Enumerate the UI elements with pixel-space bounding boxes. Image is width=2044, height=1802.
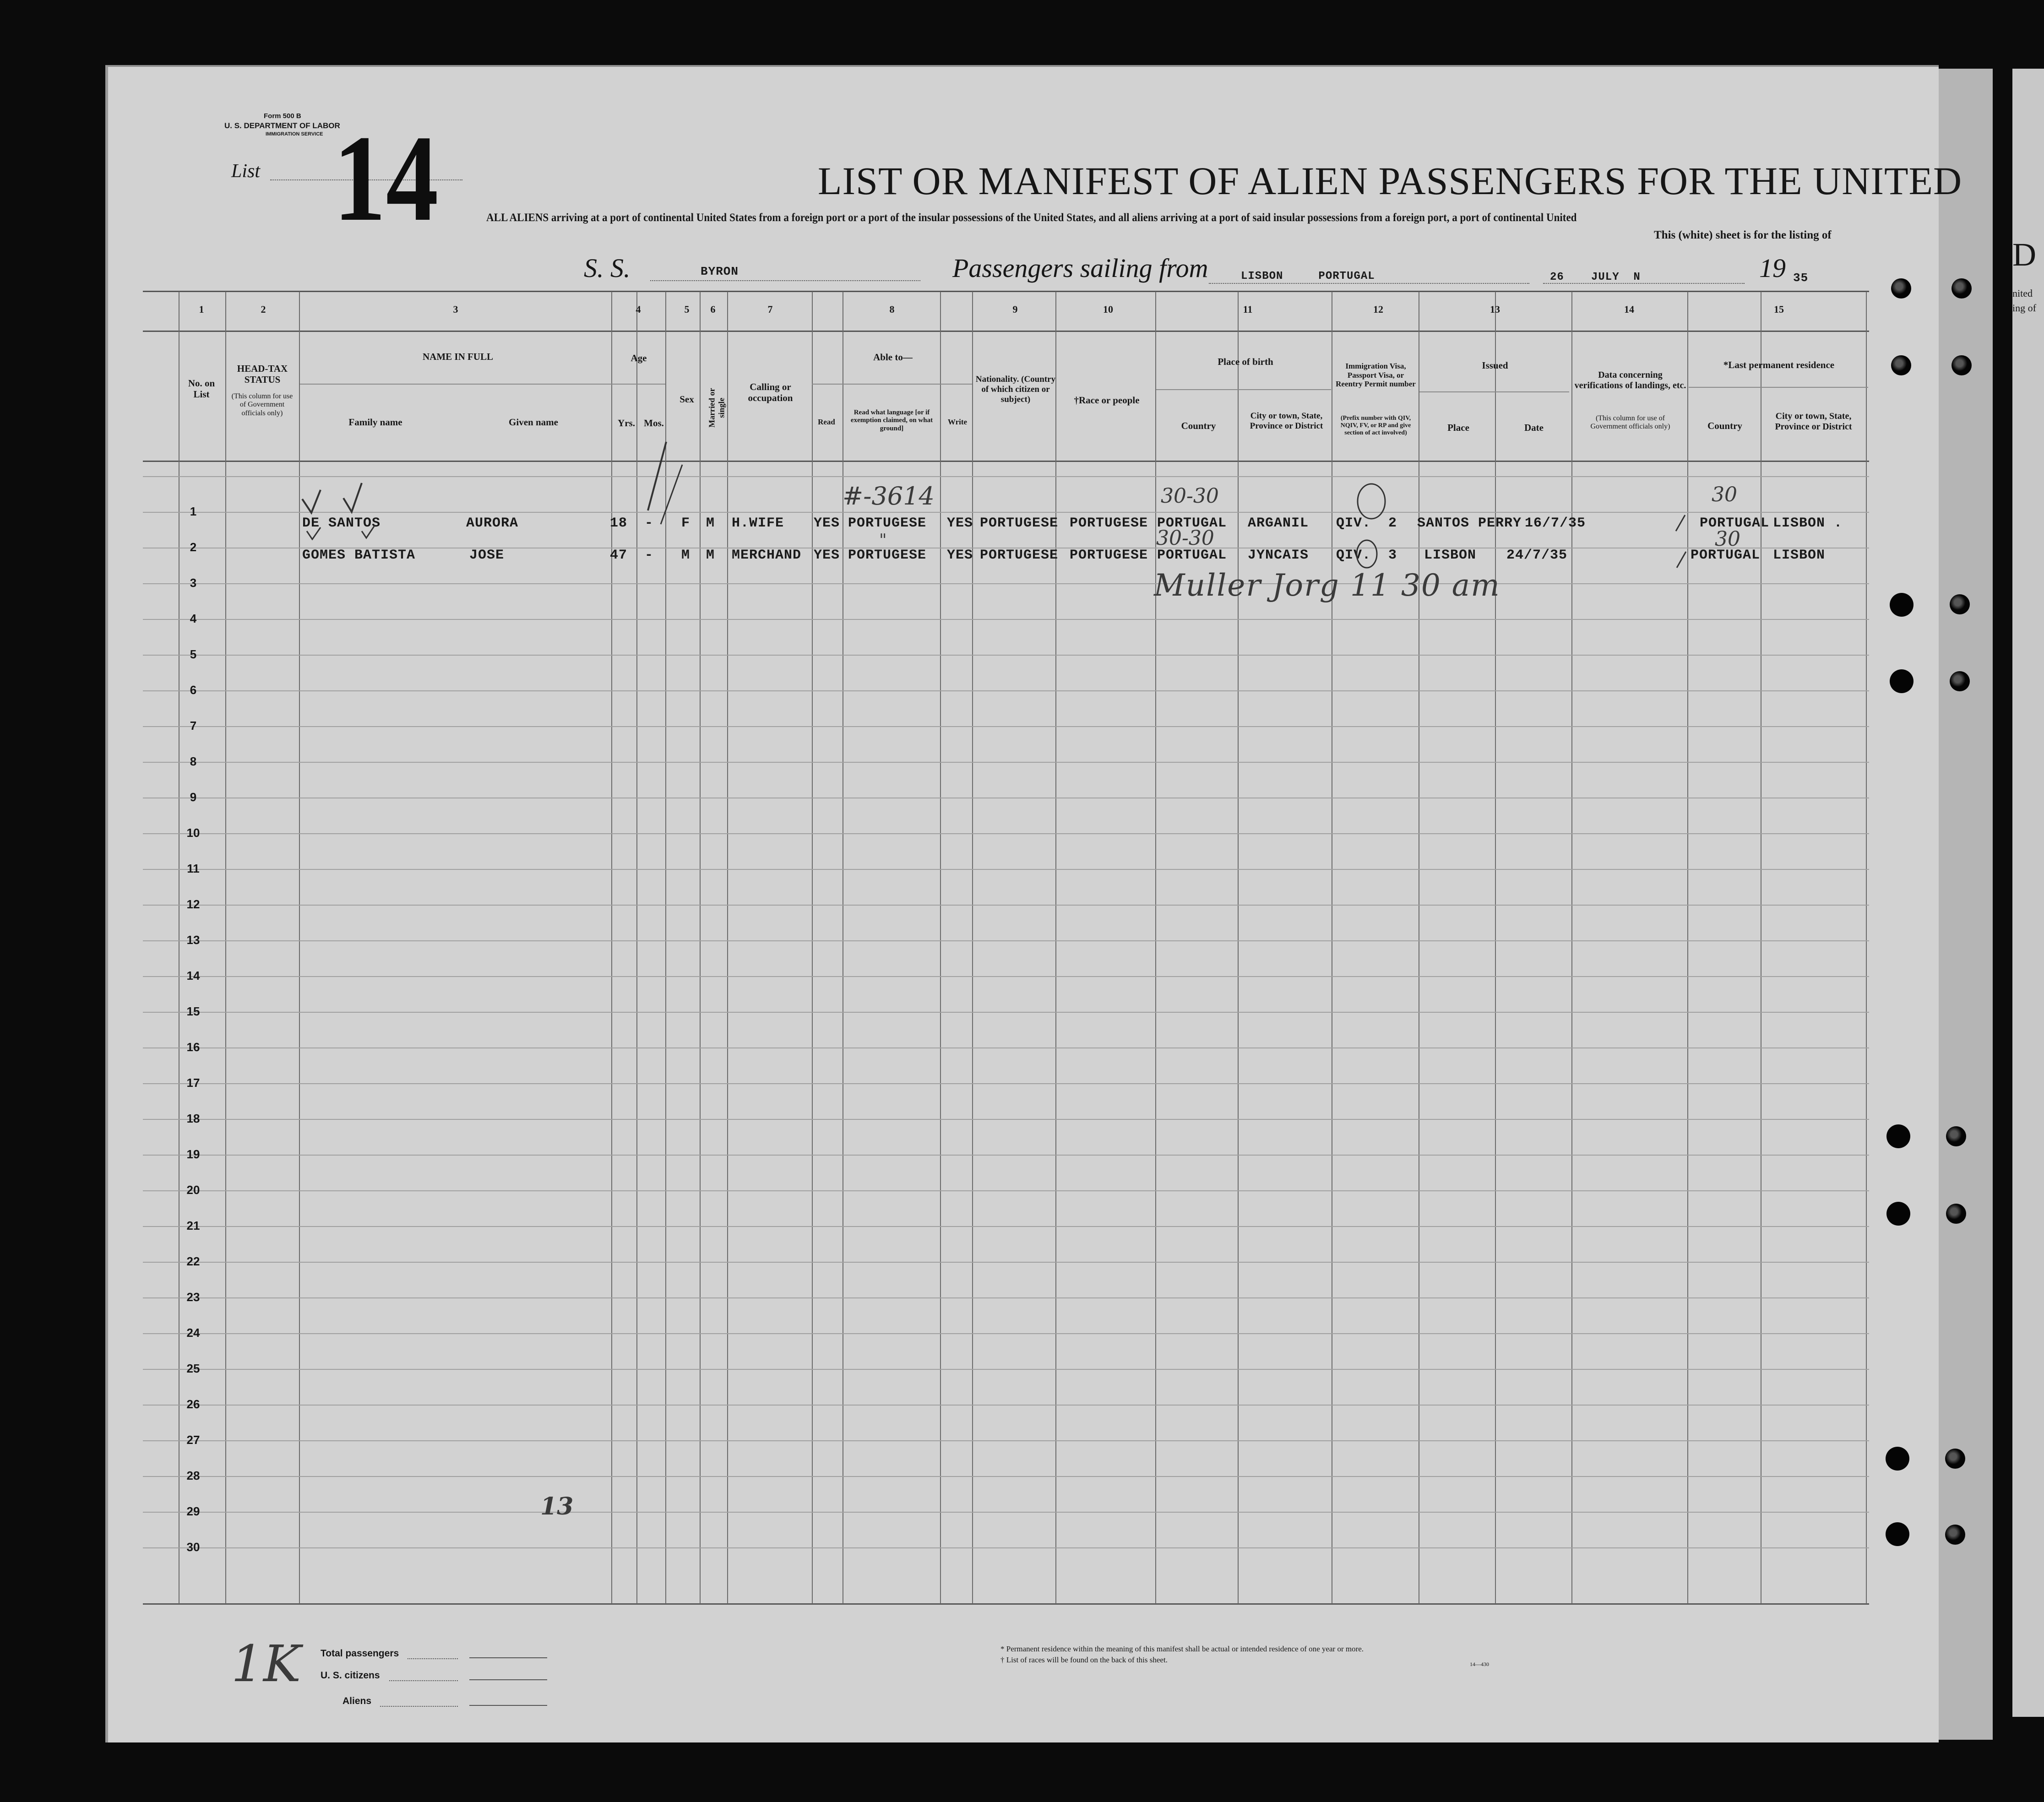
row-line (143, 1262, 1869, 1263)
given-name: JOSE (469, 548, 505, 563)
row-number: 5 (190, 647, 197, 661)
column-line (812, 292, 813, 1604)
sailing-from: LISBON PORTUGAL (1241, 270, 1375, 282)
row-number: 7 (190, 719, 197, 733)
binder-hole (1886, 1202, 1910, 1226)
footer-total-label: Total passengers (321, 1648, 399, 1659)
handwritten-birth-2: 30-30 (1156, 526, 1214, 550)
row-line (143, 762, 1869, 763)
row-number: 15 (186, 1004, 200, 1018)
row-line (143, 655, 1869, 656)
row-number: 12 (186, 897, 200, 911)
visa: QIV. 2 (1336, 516, 1397, 531)
row-line (143, 690, 1869, 691)
res-country: PORTUGAL (1691, 548, 1761, 563)
hdr-res-country: Country (1707, 420, 1742, 431)
handwritten-birth-1: 30-30 (1161, 484, 1219, 508)
read: YES (814, 548, 840, 563)
footer-citizens-line (469, 1679, 547, 1680)
hdr-mos: Mos. (644, 418, 664, 429)
header-bottom-border (143, 461, 1869, 462)
colnum-5: 5 (684, 304, 690, 315)
row-number: 29 (186, 1504, 200, 1518)
row-number: 27 (186, 1433, 200, 1447)
column-line (972, 292, 973, 1604)
handwritten-res-2: 30 (1715, 527, 1740, 551)
form-subtitle-2: This (white) sheet is for the listing of (1654, 229, 1832, 241)
colnum-6: 6 (710, 304, 716, 315)
day: 26 (1550, 271, 1564, 283)
birth-country: PORTUGAL (1157, 548, 1227, 563)
column-line (1055, 292, 1056, 1604)
binder-hole (1946, 1126, 1966, 1146)
colnum-15: 15 (1774, 304, 1784, 315)
row-line (143, 1440, 1869, 1441)
row-number: 1 (190, 505, 197, 518)
hdr-calling: Calling or occupation (748, 381, 793, 404)
row-line (143, 1547, 1869, 1548)
able-subline (812, 384, 972, 385)
binder-hole (1886, 1522, 1909, 1546)
handwritten-ditto: " (879, 531, 887, 550)
row-number: 2 (190, 540, 197, 554)
handwritten-margin-mark: 1K (231, 1634, 301, 1693)
form-number: Form 500 B (264, 112, 301, 120)
hdr-data-concerning: Data concerning verifications of landings, etc. (1574, 370, 1686, 391)
date-line (1543, 283, 1745, 284)
row-line (143, 905, 1869, 906)
residence-tick-marks (1667, 508, 1694, 572)
row-line (143, 583, 1869, 584)
row-line (143, 1369, 1869, 1370)
colnum-3: 3 (453, 304, 458, 315)
footer-aliens-label: Aliens (342, 1696, 372, 1706)
hdr-race: †Race or people (1074, 395, 1140, 406)
row-line (143, 869, 1869, 870)
check-marks (293, 467, 394, 540)
right-edge-sub2: ing of (2012, 302, 2036, 314)
column-line (1238, 292, 1239, 1604)
row-number: 18 (186, 1112, 200, 1125)
footer-code: 14—430 (1470, 1661, 1489, 1667)
row-number: 22 (186, 1254, 200, 1268)
row-number: 9 (190, 790, 197, 804)
res-city: LISBON . (1773, 516, 1843, 531)
family-name: DE SANTOS (302, 516, 381, 531)
row-number: 16 (186, 1040, 200, 1054)
write: YES (947, 516, 973, 531)
right-edge-title: D (2012, 236, 2036, 273)
age-slash-marks (639, 437, 685, 529)
row-number: 8 (190, 754, 197, 768)
visa-circle-marks (1351, 481, 1392, 572)
column-line (727, 292, 728, 1604)
birth-city: JYNCAIS (1248, 548, 1309, 563)
table-bottom-border (143, 1603, 1869, 1605)
hdr-last-residence: *Last permanent residence (1723, 359, 1835, 370)
write: YES (947, 548, 973, 563)
binder-hole (1952, 278, 1972, 299)
hdr-nationality: Nationality. (Country of which citizen or subject) (975, 375, 1056, 404)
footer-aliens-line (469, 1705, 547, 1706)
binder-hole (1952, 355, 1972, 375)
colnum-13: 13 (1490, 304, 1500, 315)
colnum-10: 10 (1103, 304, 1113, 315)
residence-subline (1689, 387, 1868, 388)
footer-note-2: † List of races will be found on the back of this sheet. (1000, 1655, 1168, 1664)
column-line (611, 292, 612, 1604)
row-number: 14 (186, 969, 200, 982)
column-line (1866, 292, 1867, 1604)
column-line (225, 292, 226, 1604)
hdr-issued: Issued (1482, 360, 1508, 371)
row-line (143, 512, 1869, 513)
row-line (143, 1297, 1869, 1298)
list-number: 14 (333, 110, 439, 247)
birth-city: ARGANIL (1248, 516, 1309, 531)
hdr-res-city: City or town, State, Province or District (1775, 411, 1852, 432)
row-line (143, 1333, 1869, 1334)
sex: M (681, 548, 690, 563)
row-number: 3 (190, 576, 197, 590)
row-line (143, 833, 1869, 834)
family-name: GOMES BATISTA (302, 548, 416, 563)
nationality: PORTUGESE (980, 548, 1059, 563)
sex: F (681, 516, 690, 531)
row-line (143, 940, 1869, 941)
form-title: LIST OR MANIFEST OF ALIEN PASSENGERS FOR THE UNITED (818, 159, 1962, 203)
hdr-birth-city: City or town, State, Province or District (1250, 411, 1323, 431)
adjacent-page-edge (1936, 69, 1993, 1740)
row-line (143, 1226, 1869, 1227)
month: JULY N (1591, 271, 1641, 283)
row-line (143, 1155, 1869, 1156)
birth-country: PORTUGAL (1157, 516, 1227, 531)
hdr-given-name: Given name (509, 417, 558, 428)
age-years: 18 (610, 516, 628, 531)
issued-place: LISBON (1424, 548, 1477, 563)
row-number: 10 (186, 826, 200, 840)
column-line (1687, 292, 1688, 1604)
column-line (1571, 292, 1572, 1604)
footer-citizens-dots (389, 1680, 458, 1681)
colnum-1: 1 (199, 304, 204, 315)
hdr-birth-country: Country (1181, 420, 1216, 431)
row-line (143, 619, 1869, 620)
colnum-11: 11 (1243, 304, 1253, 315)
race: PORTUGESE (1070, 516, 1148, 531)
row-number: 25 (186, 1362, 200, 1375)
issued-place: SANTOS PERRY (1417, 516, 1522, 531)
binder-hole (1890, 593, 1914, 617)
hdr-head-tax: HEAD-TAX STATUS (237, 363, 288, 385)
hdr-read: Read (818, 418, 835, 426)
adjacent-page-right (2012, 69, 2044, 1717)
race: PORTUGESE (1070, 548, 1148, 563)
colnum-14: 14 (1624, 304, 1634, 315)
sailing-label: Passengers sailing from (952, 253, 1208, 283)
handwritten-row29-mark: 13 (540, 1493, 574, 1520)
row-line (143, 1405, 1869, 1406)
row-number: 21 (186, 1219, 200, 1232)
column-line (700, 292, 701, 1604)
row-line (143, 1512, 1869, 1513)
hdr-sex: Sex (680, 394, 694, 405)
visa: QIV. 3 (1336, 548, 1397, 563)
binder-hole (1946, 1204, 1966, 1224)
binder-hole (1886, 1447, 1909, 1471)
given-name: AURORA (466, 516, 519, 531)
hdr-place-of-birth: Place of birth (1218, 356, 1273, 367)
colnum-7: 7 (767, 304, 773, 315)
year-prefix: 19 (1759, 253, 1786, 283)
row-line (143, 476, 1869, 477)
colnum-8: 8 (889, 304, 895, 315)
hdr-name-in-full: NAME IN FULL (422, 351, 493, 362)
age-months: - (645, 516, 654, 531)
hdr-issued-date: Date (1524, 422, 1544, 433)
res-country: PORTUGAL (1700, 516, 1770, 531)
row-number: 17 (186, 1076, 200, 1090)
colnum-12: 12 (1373, 304, 1383, 315)
row-line (143, 1083, 1869, 1084)
hdr-issued-place: Place (1447, 422, 1469, 433)
column-line (636, 292, 637, 1604)
row-line (143, 1190, 1869, 1191)
binder-hole (1891, 278, 1911, 299)
issued-subline (1419, 391, 1569, 392)
handwritten-read-note: #-3614 (843, 482, 935, 510)
name-subline (300, 384, 611, 385)
language: PORTUGESE (848, 516, 927, 531)
port-line (1209, 283, 1529, 284)
row-number: 4 (190, 612, 197, 625)
binder-hole (1950, 594, 1970, 614)
footer-aliens-dots (380, 1706, 458, 1707)
hdr-visa: Immigration Visa, Passport Visa, or Reentry Permit number (1336, 362, 1416, 389)
row-line (143, 726, 1869, 727)
ship-line (650, 280, 920, 281)
row-line (143, 1476, 1869, 1477)
row-number: 30 (186, 1540, 200, 1554)
ship-name: BYRON (701, 265, 739, 278)
handwritten-res-1: 30 (1712, 483, 1737, 506)
colnum-9: 9 (1012, 304, 1018, 315)
colnum-border (143, 331, 1869, 332)
hdr-age: Age (631, 353, 647, 364)
binder-hole (1891, 355, 1911, 375)
table-top-border (143, 291, 1869, 292)
year-suffix: 35 (1793, 271, 1809, 285)
footer-note-1: * Permanent residence within the meaning of this manifest shall be actual or intended residence of one year or more. (1000, 1645, 1364, 1653)
hdr-visa-note: (Prefix number with QIV, NQIV, FV, or RP and give section of act involved) (1340, 415, 1411, 437)
row-number: 24 (186, 1326, 200, 1340)
hdr-write: Write (947, 418, 968, 426)
hdr-able-to: Able to— (873, 352, 913, 363)
column-line (1155, 292, 1156, 1604)
footer-total-line (469, 1657, 547, 1658)
row-line (143, 1012, 1869, 1013)
age-subline (611, 384, 665, 385)
list-label: List (231, 161, 261, 182)
column-line (940, 292, 941, 1604)
hdr-head-tax-note: (This column for use of Government officials only) (231, 392, 293, 417)
calling: H.WIFE (732, 516, 784, 531)
column-line (1495, 292, 1496, 1604)
hdr-family-name: Family name (348, 417, 402, 428)
binder-hole (1890, 669, 1914, 693)
hdr-read-language: Read what language [or if exemption claimed, on what ground] (850, 409, 933, 432)
row-number: 6 (190, 683, 197, 697)
married: M (706, 548, 715, 563)
colnum-4: 4 (636, 304, 641, 315)
ss-label: S. S. (584, 253, 631, 283)
issued-date: 24/7/35 (1506, 548, 1568, 563)
row-line (143, 976, 1869, 977)
binder-hole (1945, 1449, 1965, 1469)
nationality: PORTUGESE (980, 516, 1059, 531)
hdr-data-note: (This column for use of Government officials only) (1590, 414, 1670, 431)
language: PORTUGESE (848, 548, 927, 563)
row-number: 26 (186, 1397, 200, 1411)
age-years: 47 (610, 548, 628, 563)
right-edge-sub1: nited (2012, 288, 2033, 299)
row-line (143, 1119, 1869, 1120)
binder-hole (1945, 1525, 1965, 1545)
colnum-2: 2 (261, 304, 266, 315)
hdr-no-on-list: No. on List (188, 378, 215, 400)
row-number: 13 (186, 933, 200, 947)
age-months: - (645, 548, 654, 563)
service: IMMIGRATION SERVICE (266, 131, 323, 137)
birth-subline (1156, 389, 1331, 390)
hdr-married: Married or single (707, 388, 726, 428)
form-subtitle-1: ALL ALIENS arriving at a port of continental United States from a foreign port or a port of the insular possessions of the United States, and all aliens arriving at a port of said insular possessions from a foreign port, a port of continental United (486, 212, 1577, 224)
row-number: 23 (186, 1290, 200, 1304)
row-number: 19 (186, 1147, 200, 1161)
binder-hole (1950, 671, 1970, 691)
row-number: 11 (187, 862, 200, 875)
row-number: 20 (186, 1183, 200, 1197)
footer-citizens-label: U. S. citizens (321, 1670, 380, 1681)
footer-total-dots (408, 1658, 458, 1659)
handwritten-signature: Muller Jorg 11 30 am (1154, 568, 1500, 603)
department: U. S. DEPARTMENT OF LABOR (224, 121, 340, 130)
read: YES (814, 516, 840, 531)
married: M (706, 516, 715, 531)
issued-date: 16/7/35 (1525, 516, 1586, 531)
hdr-yrs: Yrs. (618, 418, 635, 429)
res-city: LISBON (1773, 548, 1826, 563)
manifest-sheet (105, 65, 1939, 1742)
calling: MERCHAND (732, 548, 802, 563)
row-number: 28 (186, 1469, 200, 1482)
binder-hole (1886, 1124, 1910, 1148)
